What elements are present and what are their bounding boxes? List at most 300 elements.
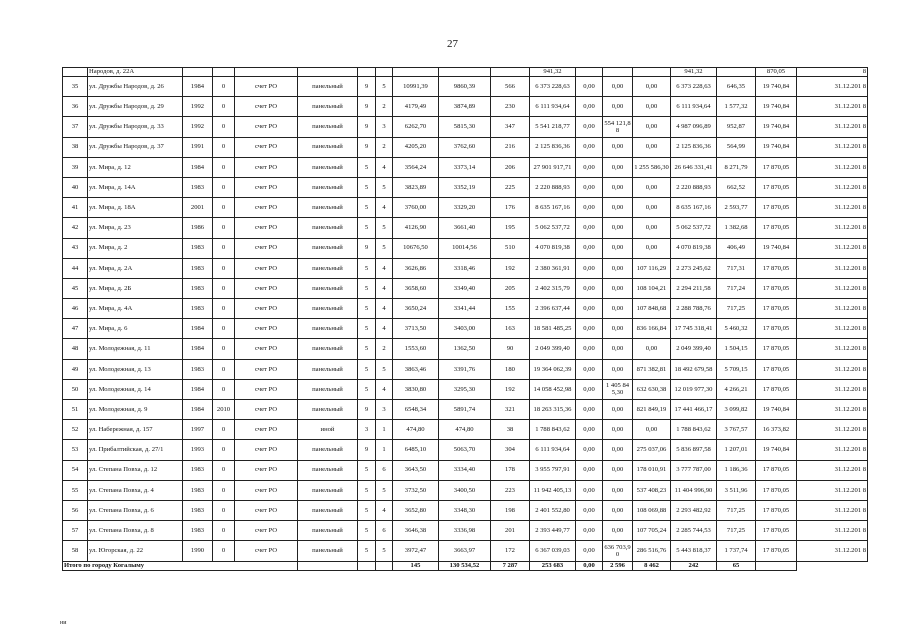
cell-cost-local: 0,00 [633,117,671,137]
cell-reconstruction-year: 0 [213,521,235,541]
total-residents: 7 287 [491,561,530,570]
cell-living-area: 3329,20 [439,198,491,218]
cell-cost-owners: 11 404 996,90 [671,480,717,500]
cell-year: 1984 [183,379,213,399]
cell-number: 56 [63,500,88,520]
cell-cost-owners: 18 492 679,58 [671,359,717,379]
cell-cost-owners: 17 441 466,17 [671,400,717,420]
cell-cost-regional: 0,00 [603,460,633,480]
cell-residents: 38 [491,420,530,440]
cell-address: ул. Мира, д. 2Б [88,278,183,298]
table-row [63,117,868,137]
cell-floors: 5 [358,480,376,500]
cell-cost-owners: 1 788 843,62 [671,420,717,440]
cell-total-area: 4126,90 [393,218,439,238]
cell-cost-federal: 0,00 [576,198,603,218]
cell-total-cost: 2 220 888,93 [530,177,576,197]
cell-cost-per-m2: 1 504,15 [717,339,756,359]
cell-cost-owners: 2 294 211,58 [671,278,717,298]
cell-rate: 19 740,84 [756,238,797,258]
cell-cost-regional: 636 703,90 [603,541,633,561]
cell-entrances: 4 [376,500,393,520]
cell-cost-per-m2: 2 593,77 [717,198,756,218]
cell-wall-material: панельный [298,218,358,238]
table-row [63,258,868,278]
cell-reconstruction-year: 0 [213,541,235,561]
cell-reconstruction-year: 0 [213,420,235,440]
cell-wall-material: панельный [298,359,358,379]
cell-wall-material: панельный [298,77,358,97]
cell-cost-owners: 4 987 096,89 [671,117,717,137]
cell-floors: 5 [358,319,376,339]
cell-total-cost: 6 111 934,64 [530,440,576,460]
cell-cost-local: 0,00 [633,420,671,440]
cell-number: 51 [63,400,88,420]
cell-cost-local: 0,00 [633,77,671,97]
cell-rate: 19 740,84 [756,137,797,157]
cell-number: 58 [63,541,88,561]
cell-total-cost: 6 111 934,64 [530,97,576,117]
cell-total-area: 3626,86 [393,258,439,278]
table-row [63,238,868,258]
cell-cost-federal: 0,00 [576,379,603,399]
cell-residents: 195 [491,218,530,238]
cell-number: 50 [63,379,88,399]
cell-total-cost: 8 635 167,16 [530,198,576,218]
cell-total-cost: 18 263 315,36 [530,400,576,420]
cell-total-area: 4205,20 [393,137,439,157]
cell-total-cost: 2 401 552,80 [530,500,576,520]
cell-deadline: 31.12.201 8 [797,278,868,298]
cell-year: 1984 [183,157,213,177]
cell-reconstruction-year: 0 [213,460,235,480]
cell-year: 1984 [183,77,213,97]
total-cost-local: 8 462 [633,561,671,570]
cell-cost-regional: 0,00 [603,299,633,319]
cell-year: 1983 [183,258,213,278]
cell-address: ул. Дружбы Народов, д. 37 [88,137,183,157]
cell-total-cost: 2 049 399,40 [530,339,576,359]
cell-year: 1992 [183,97,213,117]
cell-residents: 225 [491,177,530,197]
cell-residents: 180 [491,359,530,379]
cell-rate: 19 740,84 [756,97,797,117]
total-empty-cell [358,561,376,570]
cell-cost-regional: 0,00 [603,238,633,258]
cell-reconstruction-year: 0 [213,258,235,278]
cell-address: ул. Мира, д. 2 [88,238,183,258]
cell-total-area: 6485,10 [393,440,439,460]
table-row [63,500,868,520]
cell-entrances: 4 [376,278,393,298]
cell-cost-local: 178 010,91 [633,460,671,480]
cell-year: 1986 [183,218,213,238]
cell-floors: 5 [358,299,376,319]
cell-reconstruction-year: 0 [213,117,235,137]
cell-cost-per-m2: 952,87 [717,117,756,137]
total-cost: 253 683 [530,561,576,570]
cell-wall-material: панельный [298,379,358,399]
cell-number: 42 [63,218,88,238]
cell-year: 1984 [183,319,213,339]
cell-cost-owners: 6 111 934,64 [671,97,717,117]
cell-living-area: 5815,30 [439,117,491,137]
cell-cost-per-m2: 717,31 [717,258,756,278]
cell-year: 2001 [183,198,213,218]
cell-cost-federal: 0,00 [576,521,603,541]
cell-fund-method: счет РО [235,177,298,197]
cell-address: ул. Мира, д. 14А [88,177,183,197]
cell-fund-method: счет РО [235,77,298,97]
total-label: Итого по городу Когалыму [63,561,298,570]
cell-year: 1993 [183,440,213,460]
cell-residents: 223 [491,480,530,500]
cell-wall-material: панельный [298,238,358,258]
cell-cost-per-m2: 646,35 [717,77,756,97]
cell-year: 1983 [183,177,213,197]
cell-residents: 566 [491,77,530,97]
cell-cost-owners: 2 273 245,62 [671,258,717,278]
cell-cost-regional: 0,00 [603,218,633,238]
cell-deadline: 31.12.201 8 [797,157,868,177]
cell-cost-regional: 0,00 [603,258,633,278]
cell-cost-federal: 0,00 [576,500,603,520]
cell-deadline: 31.12.201 8 [797,198,868,218]
table-row [63,77,868,97]
cell-wall-material: панельный [298,299,358,319]
cell-floors: 5 [358,359,376,379]
cell-year: 1983 [183,521,213,541]
cell-cost-federal: 0,00 [576,157,603,177]
cell-number: 54 [63,460,88,480]
cell-total-area: 10676,50 [393,238,439,258]
table-row [63,218,868,238]
cell-entrances: 4 [376,379,393,399]
table-row [63,97,868,117]
cell-living-area: 3400,50 [439,480,491,500]
cell-deadline: 31.12.201 8 [797,500,868,520]
cell-number: 49 [63,359,88,379]
cell-cost-local: 0,00 [633,177,671,197]
cell-address: ул. Мира, д. 2А [88,258,183,278]
cell-cost-federal: 0,00 [576,480,603,500]
cell-cost-owners: 12 019 977,30 [671,379,717,399]
cell-deadline: 31.12.201 8 [797,177,868,197]
table-row [63,521,868,541]
cell-year: 1984 [183,400,213,420]
cell-total-area: 6548,34 [393,400,439,420]
table-total-row [63,561,868,570]
cell-deadline: 31.12.201 8 [797,258,868,278]
cell-total-area: 3643,50 [393,460,439,480]
cell-cost-federal: 0,00 [576,541,603,561]
cell-cost-per-m2: 564,99 [717,137,756,157]
total-cost-regional: 2 596 [603,561,633,570]
cell-cost-federal: 0,00 [576,440,603,460]
cell-cost-per-m2: 662,52 [717,177,756,197]
cell-wall-material: панельный [298,339,358,359]
cell-year: 1983 [183,238,213,258]
cell-wall-material: панельный [298,137,358,157]
cell-rate: 17 870,05 [756,460,797,480]
cell-entrances: 4 [376,258,393,278]
cell-number [63,68,88,77]
cell-address: ул. Степана Повха, д. 4 [88,480,183,500]
cell-address: ул. Дружбы Народов, д. 29 [88,97,183,117]
cell-year: 1983 [183,480,213,500]
cell-fund-method: счет РО [235,521,298,541]
cell-wall-material: панельный [298,258,358,278]
cell-reconstruction-year: 0 [213,319,235,339]
cell-rate: 17 870,05 [756,218,797,238]
cell-number: 55 [63,480,88,500]
cell-fund-method: счет РО [235,299,298,319]
cell-deadline: 31.12.201 8 [797,97,868,117]
cell-cost-local: 286 516,76 [633,541,671,561]
cell-rate: 17 870,05 [756,258,797,278]
cell-cost-owners: 4 070 819,38 [671,238,717,258]
page-number: 27 [447,38,458,50]
cell-fund-method: счет РО [235,440,298,460]
cell-rate: 17 870,05 [756,500,797,520]
cell-cost-regional: 0,00 [603,440,633,460]
total-empty-cell [756,561,797,570]
cell-cost-per-m2: 3 767,57 [717,420,756,440]
cell-cost-owners: 5 836 897,58 [671,440,717,460]
cell-total-cost: 1 788 843,62 [530,420,576,440]
cell-fund-method: счет РО [235,278,298,298]
cell-cost-regional: 0,00 [603,339,633,359]
cell-address: ул. Мира, д. 6 [88,319,183,339]
cell-living-area: 3663,97 [439,541,491,561]
cell-cost-regional: 0,00 [603,198,633,218]
cell-address: ул. Степана Повха, д. 12 [88,460,183,480]
cell-wall-material: панельный [298,278,358,298]
cell-cost-regional: 0,00 [603,521,633,541]
cell-rate: 17 870,05 [756,177,797,197]
cell-living-area: 3341,44 [439,299,491,319]
cell-cost-federal: 0,00 [576,359,603,379]
cell-total-cost: 6 373 228,63 [530,77,576,97]
cell-deadline: 31.12.201 8 [797,359,868,379]
cell-entrances: 4 [376,299,393,319]
cell-living-area: 3336,98 [439,521,491,541]
cell-cost-federal: 0,00 [576,97,603,117]
cell-cost-per-m2: 1 737,74 [717,541,756,561]
cell-address: ул. Молодежная, д. 9 [88,400,183,420]
cell-fund-method: счет РО [235,339,298,359]
table-row [63,177,868,197]
cell-entrances: 1 [376,440,393,460]
cell-address: ул. Мира, д. 4А [88,299,183,319]
cell-floors: 9 [358,440,376,460]
table-row [63,440,868,460]
cell-cost-owners: 26 646 331,41 [671,157,717,177]
cell-address: ул. Набережная, д. 157 [88,420,183,440]
cell-deadline: 8 [797,68,868,77]
cell-address: ул. Югорская, д. 22 [88,541,183,561]
cell-number: 44 [63,258,88,278]
cell-entrances: 5 [376,480,393,500]
cell-rate: 19 740,84 [756,117,797,137]
cell-reconstruction-year: 0 [213,198,235,218]
cell-cost-federal: 0,00 [576,460,603,480]
cell-entrances: 4 [376,319,393,339]
cell-number: 47 [63,319,88,339]
cell-cost-federal: 0,00 [576,299,603,319]
cell-living-area: 3352,19 [439,177,491,197]
cell-residents: 90 [491,339,530,359]
cell-rate: 17 870,05 [756,379,797,399]
cell-cost-owners: 5 443 818,37 [671,541,717,561]
table-row [63,480,868,500]
cell-floors: 5 [358,278,376,298]
cell-cost-local: 107 705,24 [633,521,671,541]
cell-reconstruction-year: 0 [213,218,235,238]
housing-registry-table [62,67,868,571]
cell-wall-material: панельный [298,500,358,520]
cell-wall-material: панельный [298,157,358,177]
cell-reconstruction-year: 0 [213,339,235,359]
cell-entrances: 3 [376,400,393,420]
cell-deadline: 31.12.201 8 [797,77,868,97]
cell-floors: 5 [358,258,376,278]
cell-floors: 5 [358,177,376,197]
cell-entrances: 4 [376,157,393,177]
cell-total-area: 3830,80 [393,379,439,399]
cell-number: 40 [63,177,88,197]
cell-rate: 17 870,05 [756,278,797,298]
cell-cost-regional: 0,00 [603,400,633,420]
cell-rate: 870,05 [756,68,797,77]
cell-cost-regional: 1 405 845,30 [603,379,633,399]
cell-cost-federal: 0,00 [576,400,603,420]
cell-living-area: 3373,14 [439,157,491,177]
cell-cost-local: 632 630,38 [633,379,671,399]
cell-cost-local: 108 069,88 [633,500,671,520]
cell-cost-per-m2: 717,25 [717,500,756,520]
cell-cost-per-m2: 406,49 [717,238,756,258]
cell-fund-method: счет РО [235,198,298,218]
cell-fund-method: счет РО [235,500,298,520]
cell-cost-owners: 8 635 167,16 [671,198,717,218]
cell-floors: 5 [358,379,376,399]
cell-address: ул. Мира, д. 23 [88,218,183,238]
cell-total-cost: 2 125 836,36 [530,137,576,157]
cell-rate: 17 870,05 [756,521,797,541]
cell-cost-regional: 0,00 [603,500,633,520]
cell-total-area: 3646,38 [393,521,439,541]
cell-cost-federal: 0,00 [576,278,603,298]
cell-residents: 510 [491,238,530,258]
cell-fund-method: счет РО [235,157,298,177]
cell-deadline: 31.12.201 8 [797,440,868,460]
cell-entrances: 5 [376,541,393,561]
cell-year: 1990 [183,541,213,561]
cell-cost-federal: 0,00 [576,238,603,258]
cell-total-area: 3732,50 [393,480,439,500]
cell-number: 37 [63,117,88,137]
cell-living-area: 3318,46 [439,258,491,278]
cell-residents: 176 [491,198,530,218]
cell-cost-local: 0,00 [633,339,671,359]
cell-deadline: 31.12.201 8 [797,480,868,500]
cell-cost-per-m2: 1 382,68 [717,218,756,238]
cell-residents: 205 [491,278,530,298]
cell-cost-regional: 0,00 [603,420,633,440]
cell-total-cost: 11 942 405,13 [530,480,576,500]
cell-year: 1983 [183,278,213,298]
cell-year: 1992 [183,117,213,137]
cell-fund-method: счет РО [235,319,298,339]
cell-total-area: 3713,50 [393,319,439,339]
cell-fund-method: счет РО [235,258,298,278]
cell-total-cost: 6 367 039,03 [530,541,576,561]
cell-fund-method: счет РО [235,218,298,238]
table-row [63,460,868,480]
cell-cost-regional: 0,00 [603,319,633,339]
cell-total-area: 1553,60 [393,339,439,359]
total-empty-cell [376,561,393,570]
cell-entrances: 6 [376,521,393,541]
cell-address: ул. Мира, д. 12 [88,157,183,177]
cell-cost-federal: 0,00 [576,339,603,359]
cell-rate: 17 870,05 [756,319,797,339]
table-row [63,299,868,319]
cell-deadline: 31.12.201 8 [797,238,868,258]
cell-cost-local: 0,00 [633,97,671,117]
cell-living-area: 5891,74 [439,400,491,420]
cell-entrances: 3 [376,117,393,137]
cell-wall-material: панельный [298,480,358,500]
cell-deadline: 31.12.201 8 [797,460,868,480]
cell-address: ул. Молодежная, д. 11 [88,339,183,359]
cell-living-area: 3762,60 [439,137,491,157]
cell-wall-material: панельный [298,460,358,480]
cell-residents: 321 [491,400,530,420]
cell-wall-material: панельный [298,319,358,339]
cell-deadline: 31.12.201 8 [797,319,868,339]
cell-residents: 206 [491,157,530,177]
cell-rate: 17 870,05 [756,157,797,177]
cell-number: 53 [63,440,88,460]
cell-total-area: 3650,24 [393,299,439,319]
cell-living-area: 1362,50 [439,339,491,359]
cell-rate: 17 870,05 [756,339,797,359]
cell-entrances: 1 [376,420,393,440]
cell-cost-owners: 2 220 888,93 [671,177,717,197]
cell-number: 41 [63,198,88,218]
cell-residents: 155 [491,299,530,319]
cell-wall-material: панельный [298,400,358,420]
cell-fund-method: счет РО [235,480,298,500]
cell-reconstruction-year: 2010 [213,400,235,420]
cell-rate: 16 373,82 [756,420,797,440]
cell-cost-federal: 0,00 [576,77,603,97]
cell-living-area: 3661,40 [439,218,491,238]
cell-total-cost: 2 380 361,91 [530,258,576,278]
cell-reconstruction-year: 0 [213,137,235,157]
cell-living-area: 9860,39 [439,77,491,97]
cell-fund-method: счет РО [235,400,298,420]
cell-cost-owners: 3 777 787,00 [671,460,717,480]
cell-fund-method: счет РО [235,238,298,258]
cell-cost-regional: 0,00 [603,278,633,298]
total-cost-owners: 242 [671,561,717,570]
cell-cost-local: 107 848,68 [633,299,671,319]
cell-residents: 347 [491,117,530,137]
table-row [63,137,868,157]
